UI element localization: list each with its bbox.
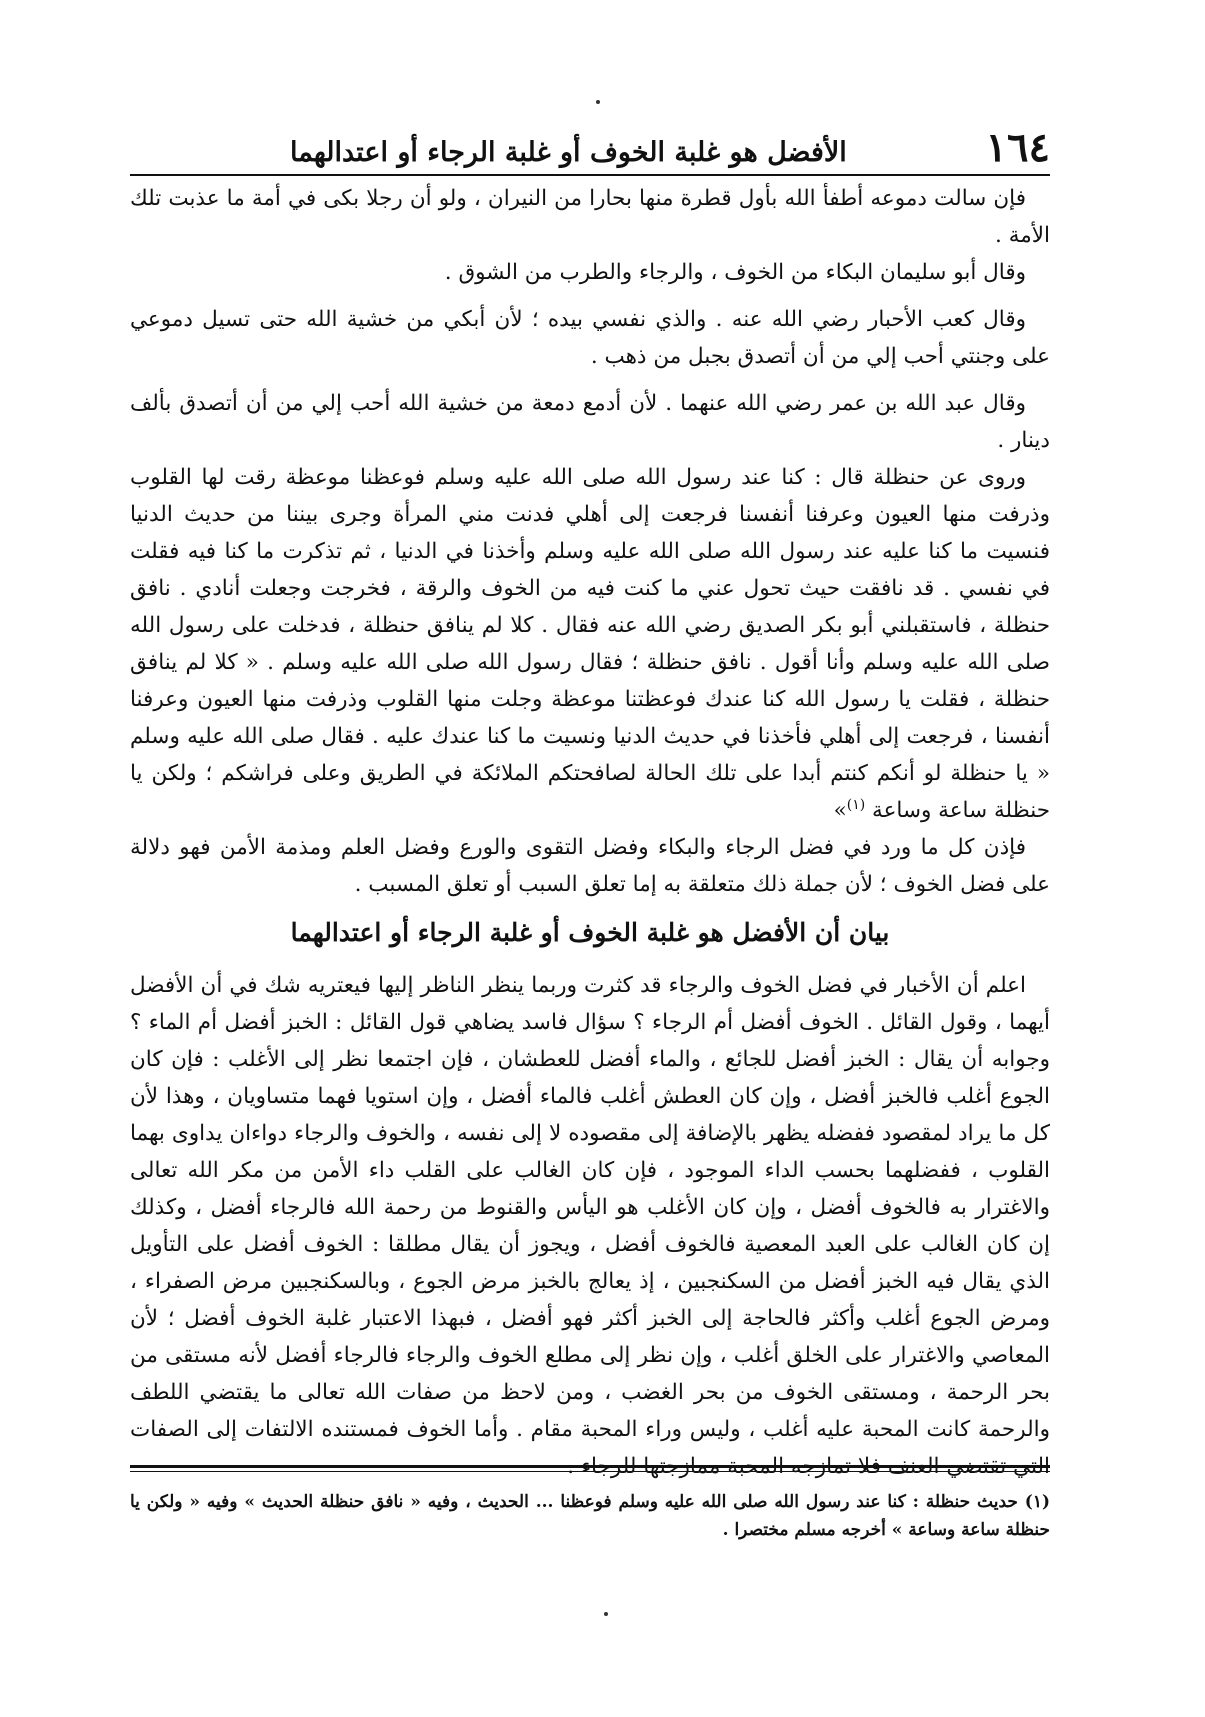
- paragraph: فإذن كل ما ورد في فضل الرجاء والبكاء وفضل التقوى والورع وفضل العلم ومذمة الأمن فهو دلالة على فضل الخوف ؛ لأن جملة ذلك متعلقة به إما تعلق السبب أو تعلق المسبب .: [130, 835, 1050, 897]
- page-number: ١٦٤: [985, 124, 1050, 171]
- paragraph: وقال كعب الأحبار رضي الله عنه . والذي نفسي بيده ؛ لأن أبكي من خشية الله حتى تسيل دموعي على وجنتي أحب إلي من أن أتصدق بجبل من ذهب .: [130, 307, 1050, 369]
- hanzala-paragraph: [130, 459, 1050, 829]
- paragraph: وقال أبو سليمان البكاء من الخوف ، والرجاء والطرب من الشوق .: [444, 260, 1026, 285]
- page-mark-dot: [596, 100, 600, 104]
- footnote-rule: [130, 1465, 1050, 1468]
- section-heading: بيان أن الأفضل هو غلبة الخوف أو غلبة الرجاء أو اعتدالهما: [290, 918, 890, 947]
- main-text: [130, 180, 1050, 1485]
- paragraph: فإن سالت دموعه أطفأ الله بأول قطرة منها بحارا من النيران ، ولو أن رجلا بكى في أمة ما عذبت تلك الأمة .: [130, 186, 1050, 248]
- paragraph: اعلم أن الأخبار في فضل الخوف والرجاء قد كثرت وربما ينظر الناظر إليها فيعتريه شك في أن الأفضل أيهما ، وقول القائل . الخوف أفضل أم الرجاء ؟ سؤال فاسد يضاهي قول القائل : الخبز أفضل أم الماء ؟ وجوابه أن يقال : الخبز أفضل للجائع ، والماء أفضل للعطشان ، فإن اجتمعا نظر إلى الأغلب : فإن كان الجوع أغلب فالخبز أفضل ، وإن كان العطش أغلب فالماء أفضل ، وإن استويا فهما متساويان ، وهذا لأن كل ما يراد لمقصود ففضله يظهر بالإضافة إلى مقصوده لا إلى نفسه ، والخوف والرجاء دواءان يداوى بهما القلوب ، ففضلهما بحسب الداء الموجود ، فإن كان الغالب على القلب داء الأمن من مكر الله تعالى والاغترار به فالخوف أفضل ، وإن كان الأغلب هو اليأس والقنوط من رحمة الله فالرجاء أفضل ، وكذلك إن كان الغالب على العبد المعصية فالخوف أفضل ، ويجوز أن يقال مطلقا : الخوف أفضل على التأويل الذي يقال فيه الخبز أفضل من السكنجبين ، إذ يعالج بالخبز مرض الجوع ، وبالسكنجبين مرض الصفراء ، ومرض الجوع أغلب وأكثر فالحاجة إلى الخبز أكثر فهو أفضل ، فبهذا الاعتبار غلبة الخوف أفضل ؛ لأن المعاصي والاغترار على الخلق أغلب ، وإن نظر إلى مطلع الخوف والرجاء فالرجاء أفضل لأنه مستقى من بحر الرحمة ، ومستقى الخوف من بحر الغضب ، ومن لاحظ من صفات الله تعالى ما يقتضي اللطف والرحمة كانت المحبة عليه أغلب ، وليس وراء المحبة مقام . وأما الخوف فمستنده الالتفات إلى الصفات التي تقتضي العنف فلا تمازجه المحبة ممازجتها للرجاء .: [130, 973, 1050, 1479]
- header-rule: [130, 174, 1050, 176]
- paragraph-text: وروى عن حنظلة قال : كنا عند رسول الله صلى الله عليه وسلم فوعظنا موعظة رقت لها القلوب وذرفت منها العيون وعرفنا أنفسنا فرجعت إلى أهلي فدنت مني المرأة وجرى بيننا من حديث الدنيا فنسيت ما كنا عليه عند رسول الله صلى الله عليه وسلم وأخذنا في الدنيا ، ثم تذكرت ما كنا فيه فقلت في نفسي . قد نافقت حيث تحول عني ما كنت فيه من الخوف والرقة ، فخرجت وجعلت أنادي . نافق حنظلة ، فاستقبلني أبو بكر الصديق رضي الله عنه فقال . كلا لم ينافق حنظلة ، فدخلت على رسول الله صلى الله عليه وسلم وأنا أقول . نافق حنظلة ؛ فقال رسول الله صلى الله عليه وسلم . « كلا لم ينافق حنظلة ، فقلت يا رسول الله كنا عندك فوعظتنا موعظة وجلت منها القلوب وذرفت منها العيون وعرفنا أنفسنا ، فرجعت إلى أهلي فأخذنا في حديث الدنيا ونسيت ما كنا عندك عليه . فقال صلى الله عليه وسلم « يا حنظلة لو أنكم كنتم أبدا على تلك الحالة لصافحتكم الملائكة في الطريق وعلى فراشكم ؛ ولكن يا حنظلة ساعة وساعة: [130, 465, 1050, 823]
- running-title: الأفضل هو غلبة الخوف أو غلبة الرجاء أو اعتدالهما: [290, 137, 847, 168]
- footnote-marker: (١): [846, 796, 866, 813]
- footnote: (١) حديث حنظلة : كنا عند رسول الله صلى الله عليه وسلم فوعظنا ... الحديث ، وفيه « نافق حنظلة الحديث » وفيه « ولكن يا حنظلة ساعة وساعة » أخرجه مسلم مختصرا .: [130, 1492, 1050, 1540]
- page-mark-dot: [604, 1612, 608, 1616]
- page-header: [130, 120, 1050, 171]
- closing-quote-mark: »: [833, 798, 847, 823]
- paragraph: وقال عبد الله بن عمر رضي الله عنهما . لأن أدمع دمعة من خشية الله أحب إلي من أن أتصدق بألف دينار .: [130, 391, 1050, 453]
- footnote-rule-thin: [130, 1471, 1050, 1472]
